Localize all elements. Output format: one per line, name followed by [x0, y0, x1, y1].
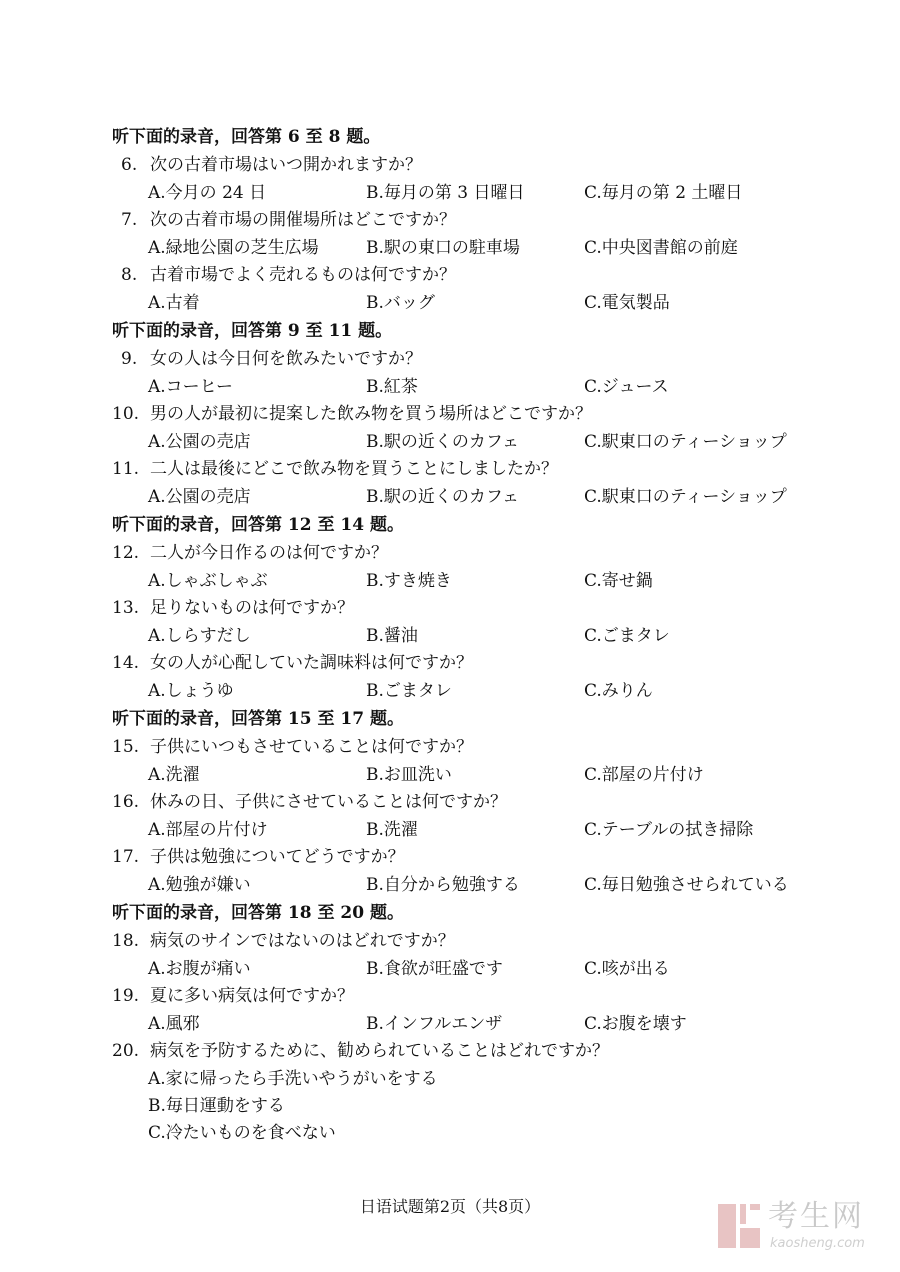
answer-option-a: A.家に帰ったら手洗いやうがいをする	[148, 1069, 438, 1089]
answer-option-b: B.インフルエンザ	[366, 1014, 503, 1034]
answer-option-c: C.駅東口のティーショップ	[584, 432, 787, 452]
question-text: 次の古着市場はいつ開かれますか？	[150, 155, 422, 175]
watermark-logo-icon	[716, 1200, 762, 1252]
answer-option-b: B.お皿洗い	[366, 765, 452, 785]
answer-option-c: C.電気製品	[584, 293, 670, 313]
watermark-logo	[716, 1198, 886, 1258]
question-text: 子供は勉強についてどうですか？	[150, 847, 405, 867]
answer-option-b: B.醤油	[366, 626, 418, 646]
answer-option-c: C.毎月の第 2 土曜日	[584, 183, 743, 203]
answer-option-a: A.緑地公園の芝生広場	[148, 238, 319, 258]
question-text: 夏に多い病気は何ですか？	[150, 986, 354, 1006]
answer-option-b: B.すき焼き	[366, 571, 452, 591]
question-number: 9.	[121, 349, 138, 369]
answer-option-b: B.駅の近くのカフェ	[366, 487, 520, 507]
question-text: 子供にいつもさせていることは何ですか？	[150, 737, 473, 757]
question-text: 二人は最後にどこで飲み物を買うことにしましたか？	[150, 459, 558, 479]
watermark-subtext: kaosheng.com	[770, 1236, 865, 1251]
watermark-text: 考生网	[768, 1199, 864, 1234]
section-heading: 听下面的录音，回答第 6 至 8 题。	[112, 127, 381, 147]
answer-option-b: B.自分から勉強する	[366, 875, 520, 895]
answer-option-c: C.咳が出る	[584, 959, 670, 979]
answer-option-a: A.古着	[148, 293, 200, 313]
question-text: 病気を予防するために、勧められていることはどれですか？	[150, 1041, 609, 1061]
answer-option-b: B.ごまタレ	[366, 681, 452, 701]
question-number: 11.	[112, 459, 140, 479]
answer-option-c: C.お腹を壊す	[584, 1014, 687, 1034]
question-number: 15.	[112, 737, 140, 757]
question-text: 女の人が心配していた調味料は何ですか？	[150, 653, 473, 673]
question-text: 休みの日、子供にさせていることは何ですか？	[150, 792, 507, 812]
question-number: 16.	[112, 792, 140, 812]
answer-option-b: B.駅の近くのカフェ	[366, 432, 520, 452]
answer-option-a: A.公園の売店	[148, 432, 251, 452]
answer-option-b: B.バッグ	[366, 293, 435, 313]
answer-option-c: C.寄せ鍋	[584, 571, 653, 591]
section-heading: 听下面的录音，回答第 15 至 17 题。	[112, 709, 404, 729]
question-number: 8.	[121, 265, 138, 285]
answer-option-c: C.駅東口のティーショップ	[584, 487, 787, 507]
question-text: 女の人は今日何を飲みたいですか？	[150, 349, 422, 369]
answer-option-c: C.テーブルの拭き掃除	[584, 820, 754, 840]
answer-option-c: C.ごまタレ	[584, 626, 670, 646]
answer-option-a: A.しらすだし	[148, 626, 251, 646]
question-text: 二人が今日作るのは何ですか？	[150, 543, 388, 563]
answer-option-a: A.洗濯	[148, 765, 200, 785]
answer-option-b: B.食欲が旺盛です	[366, 959, 503, 979]
answer-option-a: A.しゃぶしゃぶ	[148, 571, 268, 591]
question-text: 古着市場でよく売れるものは何ですか？	[150, 265, 456, 285]
answer-option-c: C.中央図書館の前庭	[584, 238, 738, 258]
question-text: 病気のサインではないのはどれですか？	[150, 931, 455, 951]
answer-option-c: C.毎日勉強させられている	[584, 875, 789, 895]
question-number: 12.	[112, 543, 140, 563]
answer-option-b: B.紅茶	[366, 377, 418, 397]
question-text: 足りないものは何ですか？	[150, 598, 354, 618]
question-number: 13.	[112, 598, 140, 618]
question-text: 次の古着市場の開催場所はどこですか？	[150, 210, 456, 230]
question-number: 20.	[112, 1041, 140, 1061]
answer-option-a: A.しょうゆ	[148, 681, 234, 701]
question-text: 男の人が最初に提案した飲み物を買う場所はどこですか？	[150, 404, 592, 424]
section-heading: 听下面的录音，回答第 12 至 14 题。	[112, 515, 404, 535]
page-footer: 日语试题第2页（共8页）	[359, 1197, 541, 1216]
answer-option-a: A.風邪	[148, 1014, 200, 1034]
answer-option-a: A.コーヒー	[148, 377, 234, 397]
answer-option-b: B.毎月の第 3 日曜日	[366, 183, 525, 203]
answer-option-a: A.今月の 24 日	[148, 183, 267, 203]
answer-option-a: A.部屋の片付け	[148, 820, 268, 840]
section-heading: 听下面的录音，回答第 18 至 20 题。	[112, 903, 404, 923]
answer-option-c: C.部屋の片付け	[584, 765, 704, 785]
answer-option-c: C.みりん	[584, 681, 653, 701]
question-number: 14.	[112, 653, 140, 673]
question-number: 18.	[112, 931, 140, 951]
answer-option-b: B.洗濯	[366, 820, 418, 840]
answer-option-c: C.ジュース	[584, 377, 669, 397]
answer-option-b: B.駅の東口の駐車場	[366, 238, 520, 258]
answer-option-b: B.毎日運動をする	[148, 1096, 285, 1116]
answer-option-a: A.勉強が嫌い	[148, 875, 251, 895]
answer-option-a: A.お腹が痛い	[148, 959, 251, 979]
answer-option-c: C.冷たいものを食べない	[148, 1123, 336, 1143]
question-number: 19.	[112, 986, 140, 1006]
question-number: 7.	[121, 210, 138, 230]
answer-option-a: A.公園の売店	[148, 487, 251, 507]
question-number: 10.	[112, 404, 140, 424]
question-number: 6.	[121, 155, 138, 175]
question-number: 17.	[112, 847, 140, 867]
section-heading: 听下面的录音，回答第 9 至 11 题。	[112, 321, 393, 341]
